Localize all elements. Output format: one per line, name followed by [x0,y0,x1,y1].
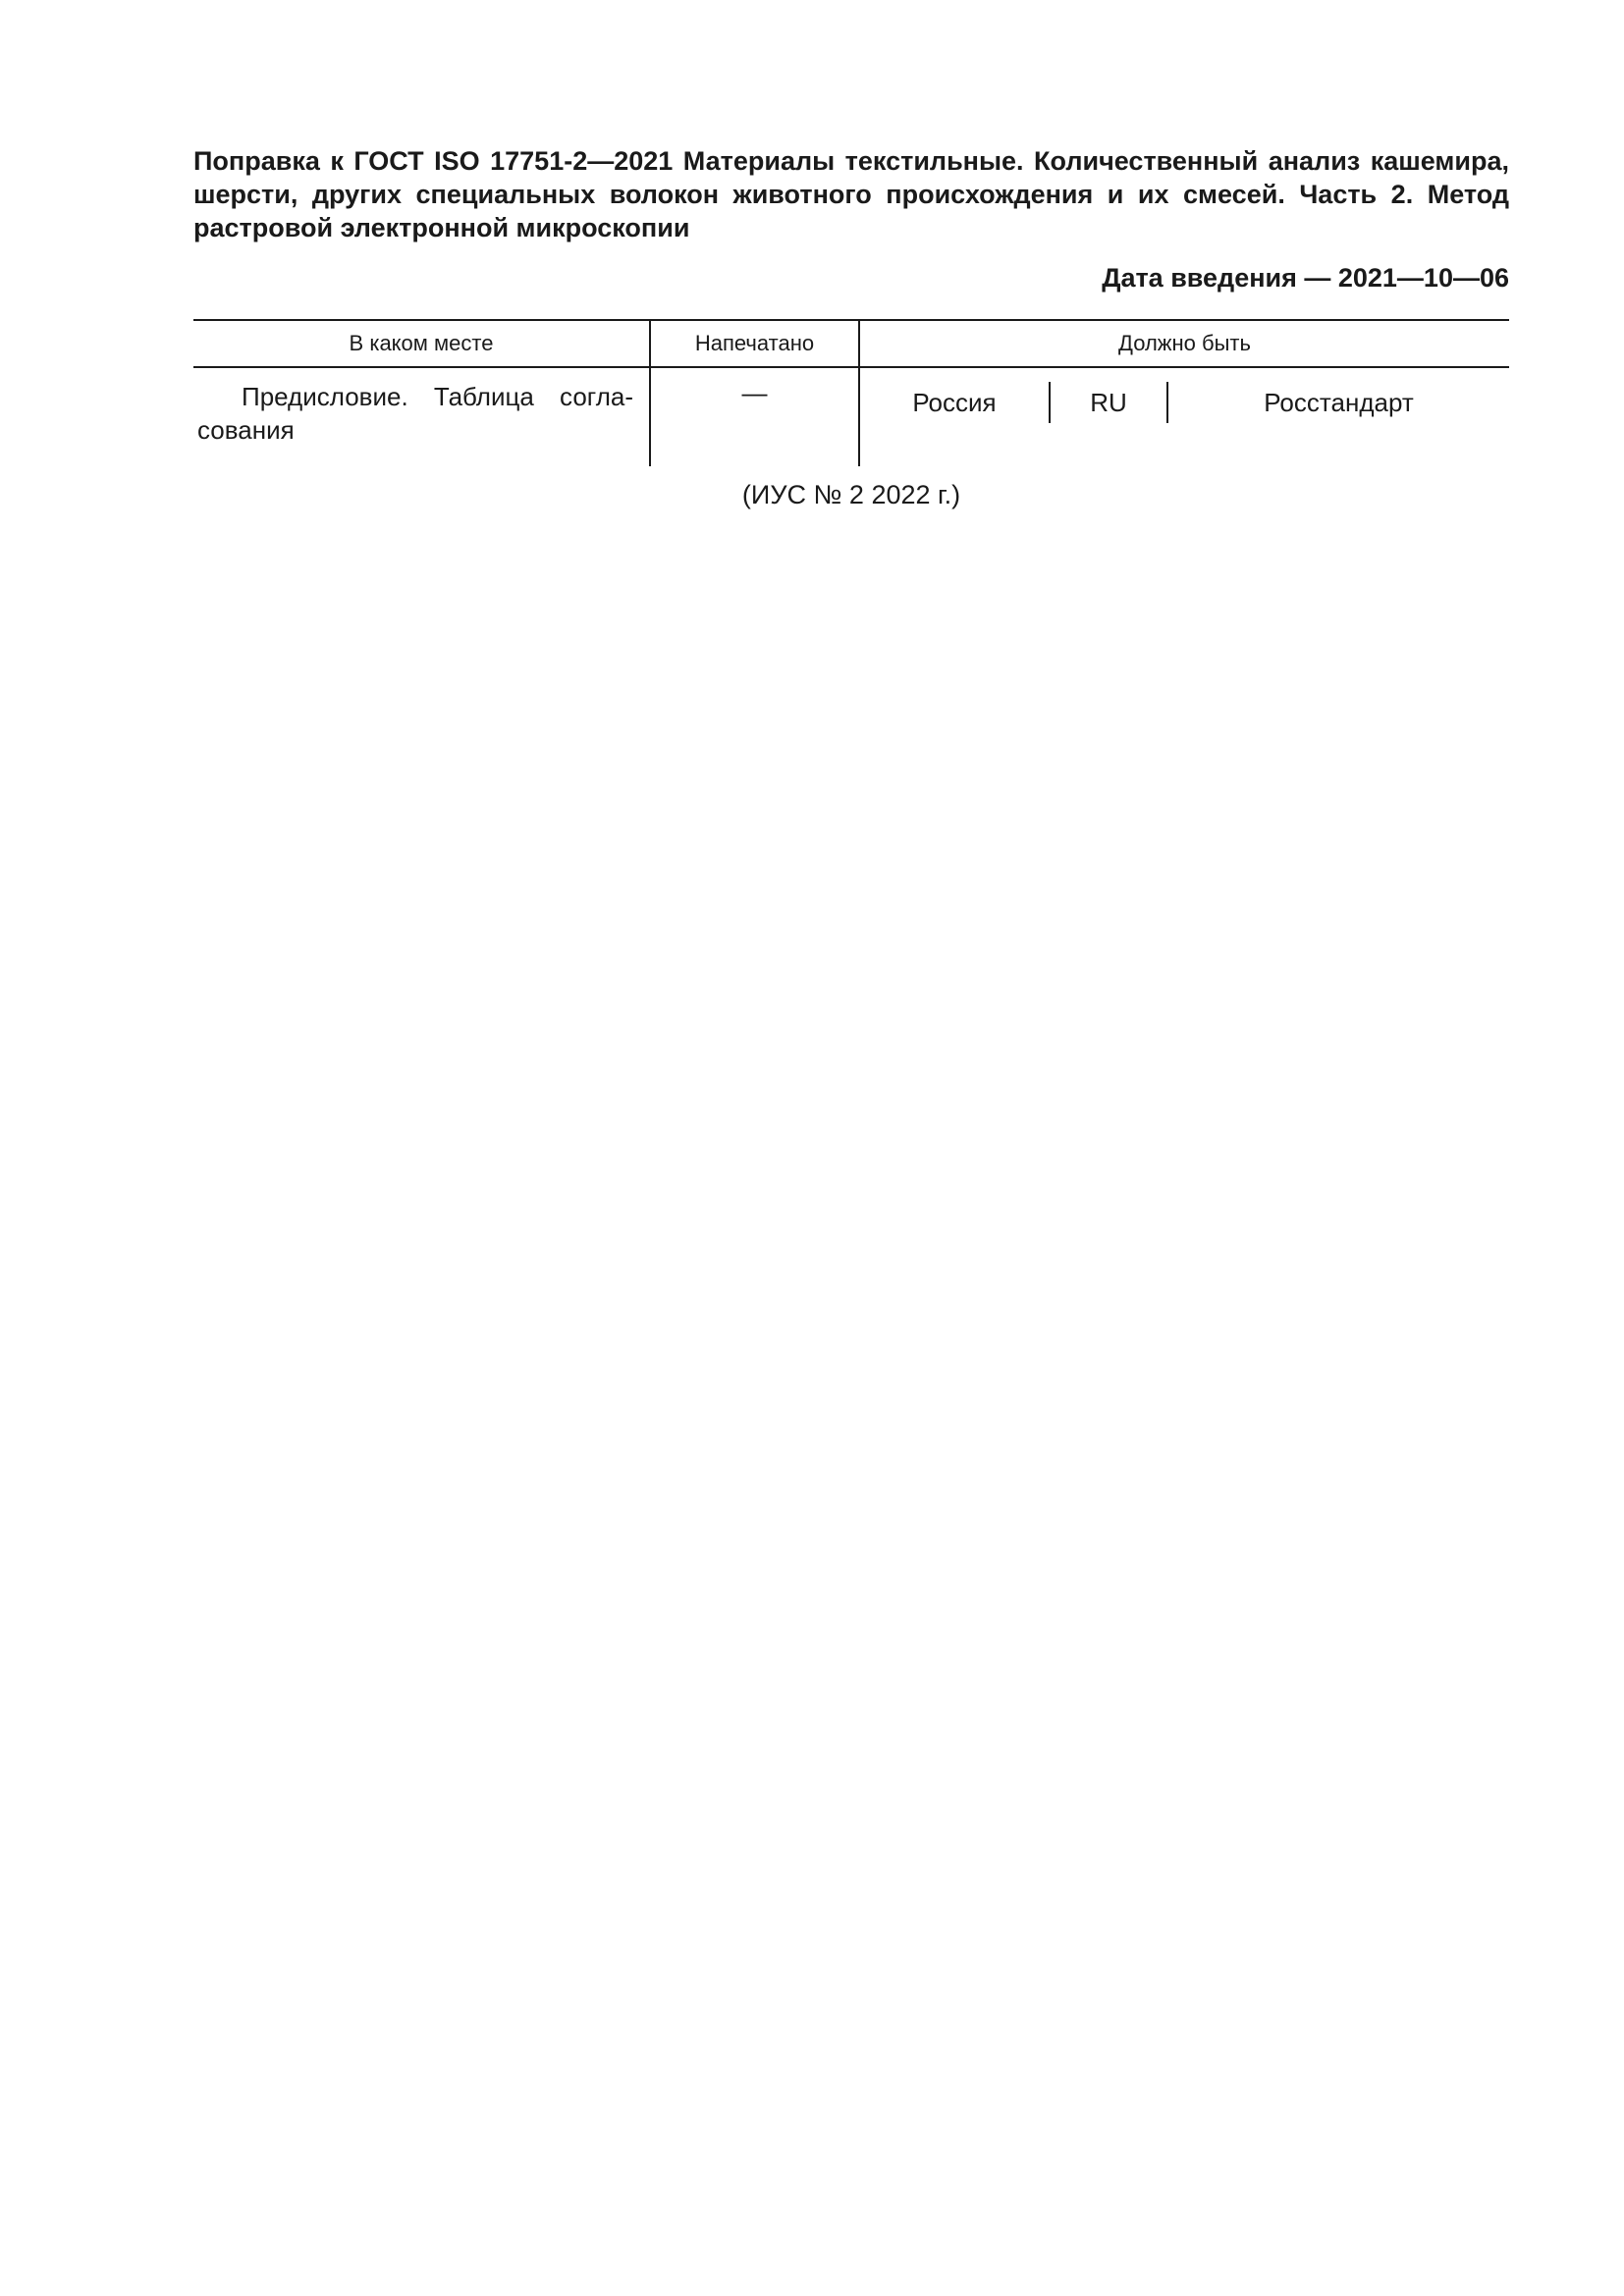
should-be-parts [860,382,1509,423]
table-header-row [193,320,1509,367]
should-be-code: RU [1049,382,1166,423]
cell-should-be [859,367,1509,466]
ius-reference: (ИУС № 2 2022 г.) [741,480,961,509]
amendment-title: Поправка к ГОСТ ISO 17751-2—2021 Материалы текстильные. Количественный анализ кашемира, шерсти, других специальных волокон животного происхождения и их смесей. Часть 2. Метод растровой электронной микроскопии [193,146,1509,242]
header-printed: Напечатано [650,320,859,367]
cell-printed: — [650,367,859,466]
table-row [193,367,1509,466]
should-be-agency: Росстандарт [1166,382,1509,423]
cell-where: Предисловие. Таблица согласования [197,382,633,445]
should-be-country: Россия [912,388,997,417]
introduction-date: Дата введения — 2021—10—06 [1102,263,1509,293]
header-where: В каком месте [193,320,650,367]
amendment-table [193,319,1509,466]
header-should-be: Должно быть [859,320,1509,367]
